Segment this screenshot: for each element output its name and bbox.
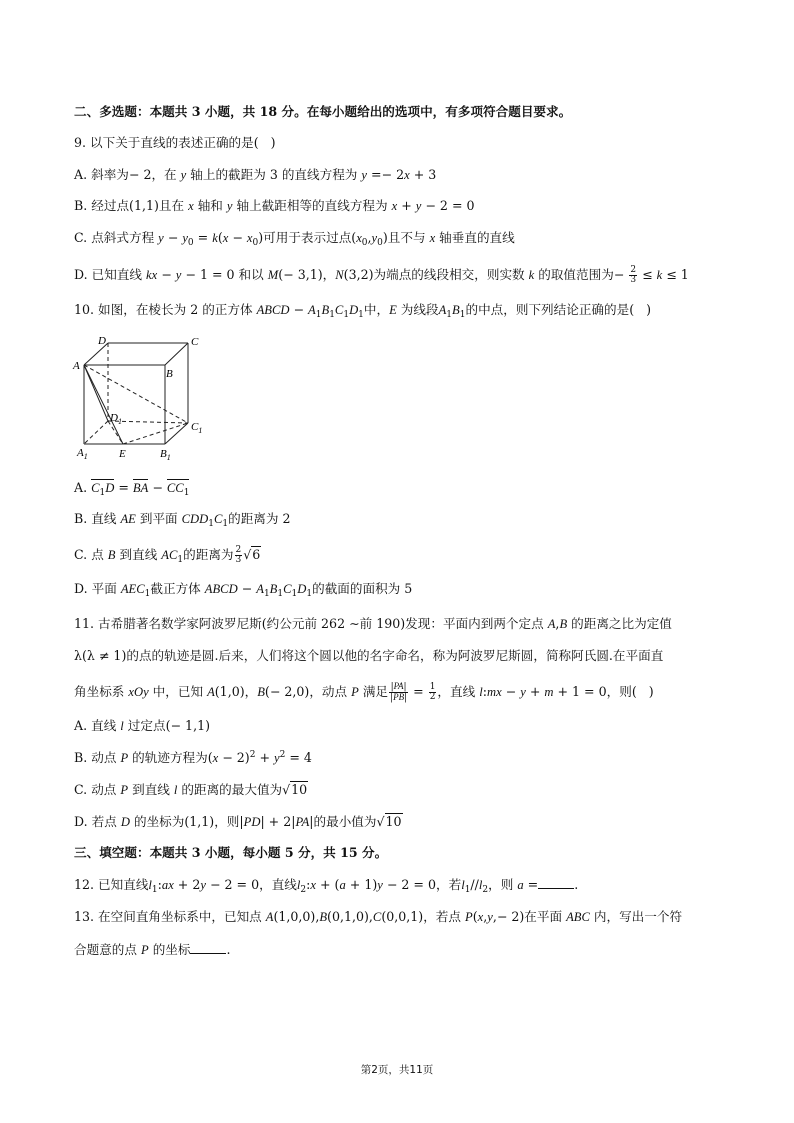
q11-stem-line1: 11. 古希腊著名数学家阿波罗尼斯(约公元前 262 ∼前 190)发现：平面内到两个定点 A,B 的距离之比为定值 — [74, 616, 672, 631]
q11-option-b: B. 动点 P 的轨迹方程为$(x - 2)^2 + y^2 = 4$ — [74, 750, 312, 765]
q10-option-a: A. $C_1D$ = BA − $CC_1$ — [74, 480, 190, 498]
hidden-edge-D1A1 — [84, 421, 108, 444]
q11-stem-line3: 角坐标系 xOy 中，已知 A(1,0)，B(− 2,0)，动点 P 满足 $\frac{|PA|}{|PB|}$ = $\frac{1}{2}$ ，直线 l:mx − y + m + 1 = 0，则( ) — [74, 681, 654, 703]
q12-answer-blank[interactable] — [538, 876, 574, 889]
label-C: C — [191, 336, 199, 348]
q10-stem: 10. 如图，在棱长为 2 的正方体 ABCD − $A_1B_1C_1D_1$中，E 为线段$A_1B_1$的中点，则下列结论正确的是( ) — [74, 302, 652, 320]
label-B: B — [166, 368, 173, 380]
q10-option-d: D. 平面 $AEC_1$截正方体 ABCD − $A_1B_1C_1D_1$的截面的面积为 5 — [74, 581, 413, 599]
cube-figure — [70, 333, 210, 463]
q11-option-c: C. 动点 P 到直线 l 的距离的最大值为√10 — [74, 782, 308, 797]
label-E: E — [119, 448, 126, 460]
q10-option-c: C. 点 B 到直线 $AC_1$的距离为 $\frac{2}{3}$ √6 — [74, 545, 261, 565]
page-footer: 第2页，共11页 — [360, 1064, 434, 1076]
label-D: D — [98, 335, 106, 347]
q10-option-b: B. 直线 AE 到平面 $CDD_1C_1$的距离为 2 — [74, 511, 291, 529]
q11-option-d: D. 若点 D 的坐标为(1,1)，则|PD| + 2|PA|的最小值为√10 — [74, 814, 402, 829]
label-A1: $A_1$ — [77, 447, 88, 461]
q13-stem-line1: 13. 在空间直角坐标系中，已知点 A(1,0,0),B(0,1,0),C(0,0,1)，若点 P(x,y,− 2)在平面 ABC 内，写出一个符 — [74, 909, 683, 924]
q13-answer-blank[interactable] — [190, 941, 226, 954]
q13-stem-line2: 合题意的点 P 的坐标 . — [74, 942, 231, 957]
q11-option-a: A. 直线 l 过定点(− 1,1) — [74, 718, 210, 733]
label-C1: $C_1$ — [191, 421, 203, 435]
label-B1: $B_1$ — [160, 448, 171, 462]
edge-C1B1 — [165, 423, 188, 444]
q9-option-b: B. 经过点(1,1)且在 x 轴和 y 轴上截距相等的直线方程为 x + y − 2 = 0 — [74, 198, 475, 213]
label-D1: $D_1$ — [110, 412, 122, 426]
q11-stem-line2: λ(λ ≠ 1)的点的轨迹是圆.后来，人们将这个圆以他的名字命名，称为阿波罗尼斯圆，简称阿氏圆.在平面直 — [74, 648, 664, 663]
q9-option-c: C. 点斜式方程 $y - y_0 = k(x - x_0)$可用于表示过点$(x_0,y_0)$且不与 x 轴垂直的直线 — [74, 230, 515, 248]
segment-AE — [84, 365, 123, 444]
section-heading-fill-in: 三、填空题：本题共 3 小题，每小题 5 分，共 15 分。 — [74, 845, 388, 860]
section-heading-multiple-choice: 二、多选题：本题共 3 小题，共 18 分。在每小题给出的选项中，有多项符合题目要求。 — [74, 104, 572, 119]
label-A: A — [73, 360, 80, 372]
edge-CB — [165, 343, 188, 365]
q9-stem: 9. 以下关于直线的表述正确的是( ) — [74, 135, 276, 150]
segment-EC1 — [123, 423, 188, 444]
q9-option-a: A. 斜率为− 2，在 y 轴上的截距为 3 的直线方程为 y =− 2x + 3 — [74, 167, 437, 182]
q12-stem: 12. 已知直线$l_1:ax + 2y - 2 = 0$，直线$l_2:x + (a + 1)y - 2 = 0$，若$l_1//l_2$，则 a = . — [74, 877, 579, 895]
q9-option-d: D. 已知直线 kx − y − 1 = 0 和以 M(− 3,1)，N(3,2)为端点的线段相交，则实数 k 的取值范围为− $\frac{2}{3}$ ≤ k ≤ 1 — [74, 265, 689, 285]
